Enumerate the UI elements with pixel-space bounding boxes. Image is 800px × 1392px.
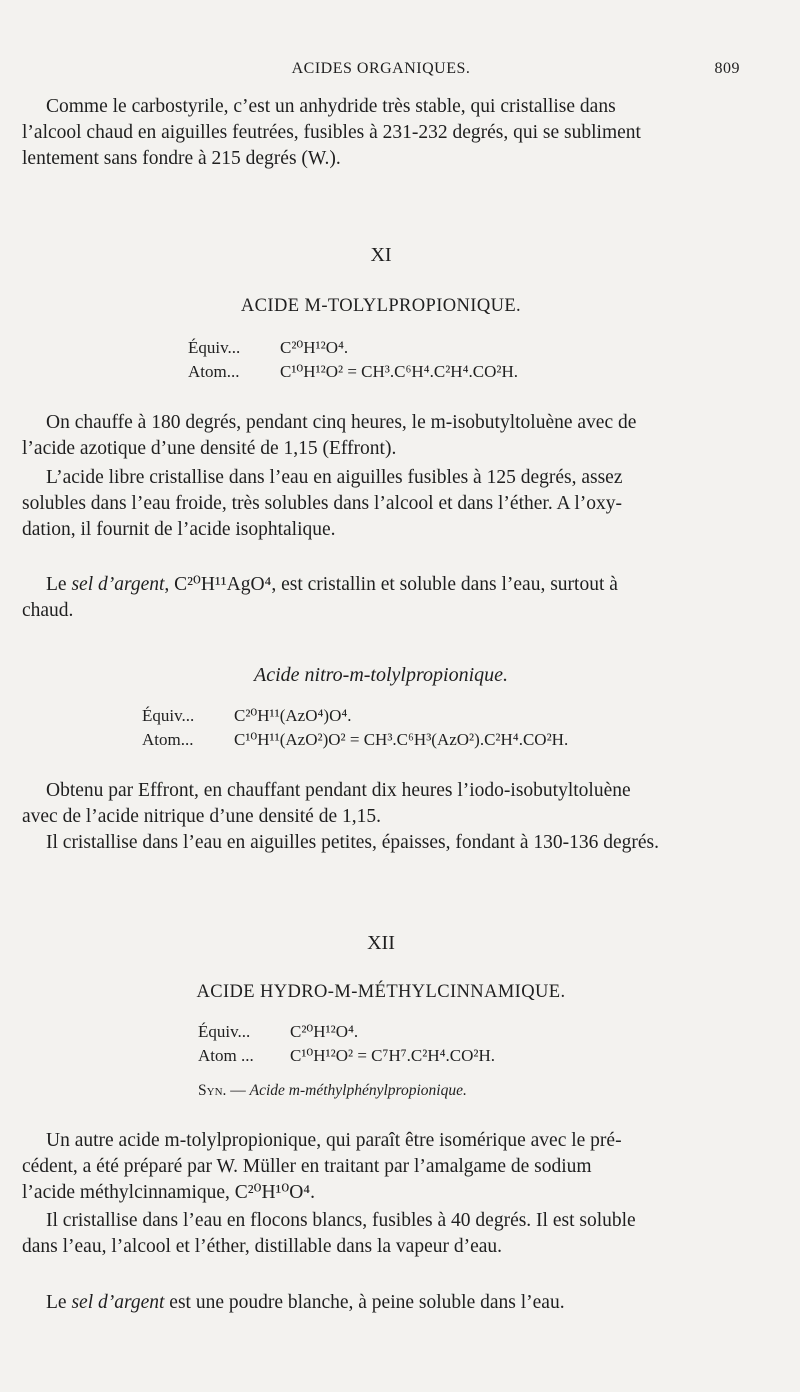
xi-para2-line2: solubles dans l’eau froide, très solubles dans l’alcool et dans l’éther. A l’oxy- <box>22 493 623 514</box>
xii-para1-line3: l’acide méthylcinnamique, C²⁰H¹⁰O⁴. <box>22 1182 315 1203</box>
atom-label: Atom... <box>188 362 240 381</box>
header-title: ACIDES ORGANIQUES. <box>291 60 471 77</box>
xi-para1-line2: l’acide azotique d’une densité de 1,15 (Effront). <box>22 438 397 459</box>
intro-line-2: l’alcool chaud en aiguilles feutrées, fusibles à 231-232 degrés, qui se subliment <box>22 122 641 143</box>
xi-para3-line1 <box>22 572 740 598</box>
running-header <box>22 60 740 86</box>
xii-para2-line1: Il cristallise dans l’eau en flocons blancs, fusibles à 40 degrés. Il est soluble <box>46 1210 636 1231</box>
xii-para3-post: est une poudre blanche, à peine soluble dans l’eau. <box>164 1292 565 1313</box>
equiv-label: Équiv... <box>142 706 195 725</box>
page-number: 809 <box>714 60 740 77</box>
equiv-label: Équiv... <box>198 1022 251 1041</box>
xi-para3-line2: chaud. <box>22 600 74 621</box>
xii-para1-line2: cédent, a été préparé par W. Müller en traitant par l’amalgame de sodium <box>22 1156 592 1177</box>
equiv-formula: C²⁰H¹²O⁴. <box>290 1022 359 1041</box>
intro-line-3: lentement sans fondre à 215 degrés (W.). <box>22 148 341 169</box>
syn-dash: — <box>226 1082 250 1099</box>
xi-para2-line3: dation, il fournit de l’acide isophtalique. <box>22 519 336 540</box>
syn-text: Acide m-méthylphénylpropionique. <box>249 1082 467 1099</box>
section-xi-title: ACIDE M-TOLYLPROPIONIQUE. <box>240 296 522 316</box>
xi-para3-italic: sel d’argent <box>71 574 165 595</box>
xi-para3-pre: Le <box>46 574 72 595</box>
xi-para3-post: , C²⁰H¹¹AgO⁴, est cristallin et soluble dans l’eau, surtout à <box>164 574 618 595</box>
nitro-para1-line1: Obtenu par Effront, en chauffant pendant dix heures l’iodo-isobutyltoluène <box>46 780 631 801</box>
atom-label: Atom... <box>142 730 194 749</box>
xii-para3-line1 <box>22 1290 740 1316</box>
xii-para2-line2: dans l’eau, l’alcool et l’éther, distillable dans la vapeur d’eau. <box>22 1236 503 1257</box>
section-xii-title: ACIDE HYDRO-M-MÉTHYLCINNAMIQUE. <box>196 982 566 1002</box>
xii-para3-italic: sel d’argent <box>71 1292 165 1313</box>
atom-formula: C¹⁰H¹²O² = C⁷H⁷.C²H⁴.CO²H. <box>290 1046 496 1065</box>
nitro-formula <box>142 704 568 752</box>
nitro-para2-line1: Il cristallise dans l’eau en aiguilles petites, épaisses, fondant à 130-136 degrés. <box>46 832 659 853</box>
syn-label: Syn. <box>198 1082 227 1099</box>
xi-para1-line1: On chauffe à 180 degrés, pendant cinq heures, le m-isobutyltoluène avec de <box>46 412 637 433</box>
xi-para2-line1: L’acide libre cristallise dans l’eau en aiguilles fusibles à 125 degrés, assez <box>46 467 623 488</box>
equiv-formula: C²⁰H¹²O⁴. <box>280 338 349 357</box>
xii-para1-line1: Un autre acide m-tolylpropionique, qui paraît être isomérique avec le pré- <box>46 1130 622 1151</box>
section-xi-formula <box>188 336 518 384</box>
atom-formula: C¹⁰H¹¹(AzO²)O² = CH³.C⁶H³(AzO²).C²H⁴.CO²H. <box>234 730 569 749</box>
xii-para3-pre: Le <box>46 1292 72 1313</box>
intro-line-1: Comme le carbostyrile, c’est un anhydride très stable, qui cristallise dans <box>46 96 616 117</box>
atom-label: Atom ... <box>198 1046 254 1065</box>
nitro-title: Acide nitro-m-tolylpropionique. <box>253 664 509 686</box>
equiv-formula: C²⁰H¹¹(AzO⁴)O⁴. <box>234 706 352 725</box>
atom-formula: C¹⁰H¹²O² = CH³.C⁶H⁴.C²H⁴.CO²H. <box>280 362 518 381</box>
nitro-para1-line2: avec de l’acide nitrique d’une densité de 1,15. <box>22 806 381 827</box>
equiv-label: Équiv... <box>188 338 241 357</box>
section-xii-formula <box>198 1020 495 1068</box>
section-xi-numeral: XI <box>370 244 392 266</box>
section-xii-numeral: XII <box>367 932 395 954</box>
synonym-line <box>198 1082 467 1100</box>
